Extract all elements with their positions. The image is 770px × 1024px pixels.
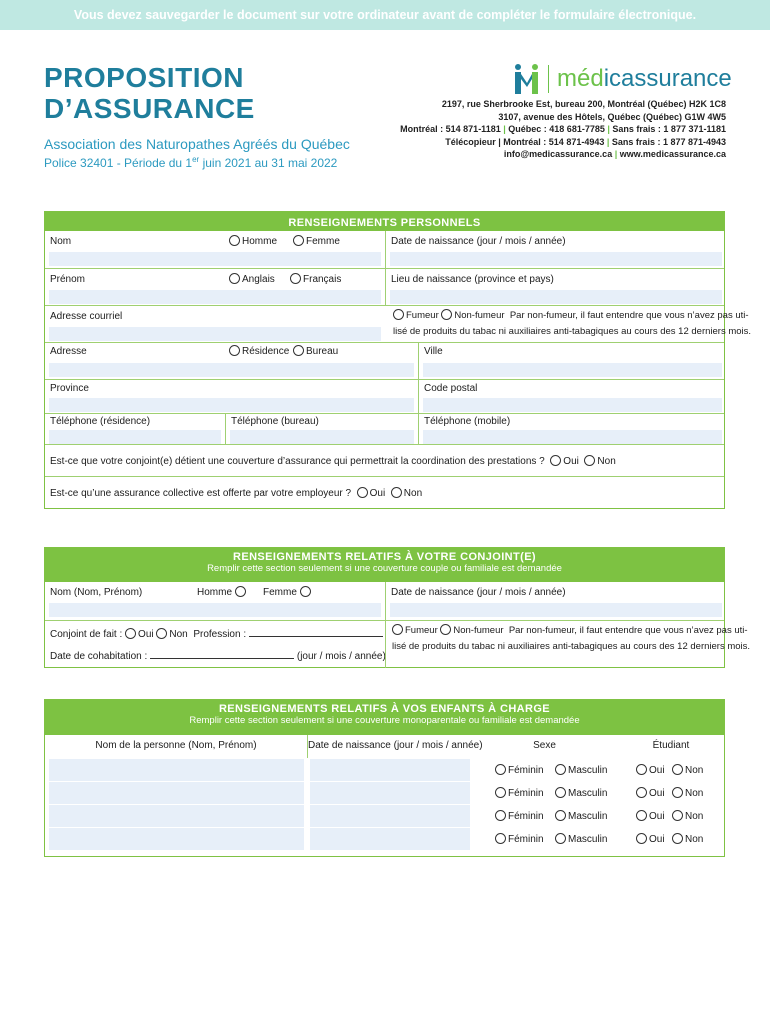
policy-prefix: Police 32401 - Période du 1 — [44, 156, 193, 170]
radio-circle-icon[interactable] — [495, 764, 506, 775]
fumeur-note-2: lisé de produits du tabac ni auxiliaires anti-tabagiques au cours des 12 derniers mois. — [392, 641, 751, 652]
prenom-input[interactable] — [49, 290, 381, 304]
label-francais: Français — [303, 274, 342, 285]
label-oui: Oui — [649, 788, 665, 799]
section-subheading: Remplir cette section seulement si une couverture monoparentale ou familiale est demandée — [189, 715, 580, 726]
row-province — [45, 379, 724, 413]
child-radio-oui[interactable] — [636, 810, 665, 822]
label-homme: Homme — [242, 236, 278, 247]
label-feminin: Féminin — [508, 811, 544, 822]
label-anglais: Anglais — [242, 274, 275, 285]
label-nom: Nom — [50, 236, 72, 247]
col-header-sexe — [473, 735, 616, 758]
personal-info-section — [44, 211, 752, 509]
contact-address-2: 3107, avenue des Hôtels, Québec (Québec) G1W 4W5 — [498, 111, 726, 122]
cell-spouse-dob — [385, 582, 726, 620]
child-radio-oui[interactable] — [636, 787, 665, 799]
spouse-conjoint-fait — [50, 627, 383, 640]
contact-web: info@medicassurance.ca | www.medicassurance.ca — [503, 149, 726, 160]
radio-circle-icon[interactable] — [555, 764, 566, 775]
radio-circle-icon[interactable] — [555, 833, 566, 844]
radio-residence[interactable] — [229, 345, 289, 357]
label-conjoint-fait: Conjoint de fait : — [50, 629, 123, 640]
q2-radio-non[interactable] — [391, 488, 422, 499]
q2-text: Est-ce qu’une assurance collective est offerte par votre employeur ? — [50, 488, 352, 499]
spouse-radio-non[interactable] — [156, 629, 187, 640]
row-courriel — [45, 305, 752, 342]
cell-dob — [385, 231, 726, 268]
label-femme: Femme — [263, 587, 297, 598]
label-non: Non — [403, 488, 423, 499]
label-residence: Résidence — [242, 346, 290, 357]
cell-adresse — [45, 343, 418, 379]
dob-input[interactable] — [390, 252, 722, 266]
spouse-cohabitation — [50, 649, 386, 662]
label-prenom: Prénom — [50, 274, 86, 285]
logo-wordmark — [557, 65, 732, 93]
province-input[interactable] — [49, 398, 414, 412]
col-header-dob — [307, 735, 483, 758]
child-radio-non[interactable] — [672, 764, 703, 776]
label-non: Non — [169, 629, 188, 640]
radio-circle-icon[interactable] — [672, 787, 683, 798]
radio-non-fumeur[interactable] — [441, 310, 504, 321]
child-radio-oui[interactable] — [636, 833, 665, 845]
radio-fumeur[interactable] — [393, 310, 439, 321]
tel-res-input[interactable] — [49, 430, 221, 444]
row-telephones — [45, 413, 724, 444]
child-nom-input[interactable] — [49, 759, 304, 781]
question-coordination — [50, 455, 616, 467]
label-femme: Femme — [306, 236, 340, 247]
contact-email-link[interactable]: info@medicassurance.ca — [503, 149, 613, 160]
cell-code-postal — [418, 380, 726, 413]
spouse-info-section — [44, 547, 751, 668]
radio-circle-icon[interactable] — [441, 309, 452, 320]
logo-rest: icassurance — [603, 65, 732, 92]
cell-ville — [418, 343, 726, 379]
question-collective — [50, 487, 422, 499]
child-row — [45, 782, 724, 805]
cell-tel-bur — [225, 414, 418, 444]
cell-province — [45, 380, 418, 413]
label-non-fumeur: Non-fumeur — [454, 310, 505, 321]
row-question-coordination — [45, 444, 724, 476]
label-tel-bur: Téléphone (bureau) — [231, 416, 319, 427]
radio-circle-icon[interactable] — [672, 810, 683, 821]
child-row — [45, 828, 724, 851]
col-header-etudiant — [616, 735, 726, 758]
radio-bureau[interactable] — [293, 345, 338, 357]
label-masculin: Masculin — [568, 834, 608, 845]
radio-circle-icon[interactable] — [125, 628, 136, 639]
policy-period — [44, 155, 337, 170]
cell-spouse-nom — [45, 582, 385, 620]
child-radio-non[interactable] — [672, 833, 703, 845]
label-cohabitation: Date de cohabitation : — [50, 651, 148, 662]
cell-nom — [45, 231, 385, 268]
label-non-fumeur: Non-fumeur — [453, 625, 504, 636]
radio-femme[interactable] — [293, 235, 340, 247]
label-feminin: Féminin — [508, 765, 544, 776]
child-radio-feminin[interactable] — [495, 787, 544, 799]
title-line-2: D’ASSURANCE — [44, 93, 255, 124]
child-dob-input[interactable] — [310, 828, 470, 850]
spouse-radio-fumeur[interactable] — [392, 625, 438, 636]
adresse-input[interactable] — [49, 363, 414, 377]
contact-phones: Montréal : 514 871-1181 | Québec : 418 681-7785 | Sans frais : 1 877 371-1181 — [400, 124, 726, 135]
spouse-radio-non-fumeur[interactable] — [440, 625, 503, 636]
profession-input[interactable] — [249, 627, 383, 637]
spouse-radio-femme[interactable] — [263, 586, 313, 598]
label-fumeur: Fumeur — [406, 310, 439, 321]
radio-circle-icon[interactable] — [440, 624, 451, 635]
association-name: Association des Naturopathes Agréés du Québec — [44, 136, 350, 152]
label-col-sexe: Sexe — [533, 740, 556, 751]
medicassurance-logo — [512, 62, 732, 96]
label-col-etudiant: Étudiant — [652, 740, 690, 751]
label-feminin: Féminin — [508, 788, 544, 799]
contact-address-1: 2197, rue Sherbrooke Est, bureau 200, Montréal (Québec) H2K 1C8 — [441, 99, 726, 109]
phone-montreal: Montréal : 514 871-1181 — [400, 124, 501, 135]
row-spouse-details — [45, 620, 751, 668]
child-row — [45, 805, 724, 828]
page-title — [44, 62, 255, 124]
radio-circle-icon[interactable] — [495, 810, 506, 821]
cohabitation-input[interactable] — [150, 649, 294, 659]
child-dob-input[interactable] — [310, 782, 470, 804]
children-table-header — [45, 735, 724, 758]
radio-circle-icon[interactable] — [293, 345, 304, 356]
radio-circle-icon[interactable] — [293, 235, 304, 246]
cell-spouse-fumeur — [385, 621, 751, 668]
label-fumeur: Fumeur — [405, 625, 438, 636]
col-header-nom — [45, 735, 307, 758]
policy-suffix: juin 2021 au 31 mai 2022 — [199, 156, 338, 170]
fumeur-note-1: Par non-fumeur, il faut entendre que vous n’avez pas uti- — [509, 310, 749, 321]
label-non: Non — [685, 811, 704, 822]
radio-circle-icon[interactable] — [392, 624, 403, 635]
label-adresse: Adresse — [50, 346, 87, 357]
label-masculin: Masculin — [568, 811, 608, 822]
child-nom-input[interactable] — [49, 805, 304, 827]
child-radio-non[interactable] — [672, 787, 703, 799]
logo-separator — [548, 65, 549, 93]
radio-circle-icon[interactable] — [229, 273, 240, 284]
tel-bur-input[interactable] — [230, 430, 414, 444]
cell-tel-res — [45, 414, 225, 444]
child-radio-feminin[interactable] — [495, 764, 544, 776]
label-dob: Date de naissance (jour / mois / année) — [391, 236, 566, 247]
label-lieu: Lieu de naissance (province et pays) — [391, 274, 554, 285]
label-homme: Homme — [197, 587, 233, 598]
child-nom-input[interactable] — [49, 782, 304, 804]
child-nom-input[interactable] — [49, 828, 304, 850]
label-masculin: Masculin — [568, 765, 608, 776]
label-oui: Oui — [649, 765, 665, 776]
section-heading: RENSEIGNEMENTS RELATIFS À VOTRE CONJOINT(E) — [232, 551, 536, 563]
label-profession: Profession : — [193, 629, 247, 640]
ville-input[interactable] — [423, 363, 722, 377]
row-spouse-nom — [45, 582, 724, 620]
child-radio-feminin[interactable] — [495, 810, 544, 822]
section-heading: RENSEIGNEMENTS PERSONNELS — [288, 217, 481, 229]
radio-circle-icon[interactable] — [495, 833, 506, 844]
label-non: Non — [597, 456, 616, 467]
nom-input[interactable] — [49, 252, 381, 266]
label-spouse-nom: Nom (Nom, Prénom) — [50, 587, 143, 598]
label-feminin: Féminin — [508, 834, 544, 845]
label-col-dob: Date de naissance (jour / mois / année) — [308, 740, 483, 751]
contact-fax: Télécopieur | Montréal : 514 871-4943 | Sans frais : 1 877 871-4943 — [445, 136, 726, 147]
contact-block — [400, 98, 726, 161]
cell-courriel — [45, 306, 385, 342]
label-oui: Oui — [649, 811, 665, 822]
child-radio-masculin[interactable] — [555, 833, 607, 845]
tel-mob-input[interactable] — [423, 430, 722, 444]
logo-icon — [512, 63, 542, 95]
cell-fumeur — [385, 306, 752, 342]
radio-circle-icon[interactable] — [156, 628, 167, 639]
label-bureau: Bureau — [306, 346, 339, 357]
phone-quebec: Québec : 418 681-7785 — [508, 124, 605, 135]
radio-anglais[interactable] — [229, 273, 275, 285]
children-info-section — [44, 699, 725, 857]
label-spouse-dob: Date de naissance (jour / mois / année) — [391, 587, 566, 598]
radio-circle-icon[interactable] — [672, 833, 683, 844]
spouse-radio-homme[interactable] — [197, 586, 248, 598]
logo-accent: méd — [557, 65, 604, 92]
fax-montreal: Télécopieur | Montréal : 514 871-4943 — [445, 136, 605, 147]
radio-circle-icon[interactable] — [495, 787, 506, 798]
spouse-info-header — [45, 548, 724, 582]
radio-circle-icon[interactable] — [555, 810, 566, 821]
radio-circle-icon[interactable] — [672, 764, 683, 775]
q2-radio-oui[interactable] — [357, 488, 386, 499]
row-question-collective — [45, 476, 724, 509]
radio-circle-icon[interactable] — [357, 487, 368, 498]
save-warning-banner: Vous devez sauvegarder le document sur votre ordinateur avant de compléter le formulaire électronique. — [0, 0, 770, 30]
q1-text: Est-ce que votre conjoint(e) détient une couverture d’assurance qui permettrait la coordination des prestations ? — [50, 456, 545, 467]
label-col-nom: Nom de la personne (Nom, Prénom) — [95, 740, 257, 751]
child-dob-input[interactable] — [310, 805, 470, 827]
lieu-input[interactable] — [390, 290, 722, 304]
radio-homme[interactable] — [229, 235, 277, 247]
child-row — [45, 759, 724, 782]
children-info-header — [45, 700, 724, 735]
row-nom — [45, 231, 724, 268]
courriel-input[interactable] — [49, 327, 381, 341]
label-province: Province — [50, 383, 89, 394]
spouse-nom-input[interactable] — [49, 603, 381, 617]
child-radio-oui[interactable] — [636, 764, 665, 776]
q1-radio-non[interactable] — [584, 456, 615, 467]
label-oui: Oui — [138, 629, 154, 640]
label-code-postal: Code postal — [424, 383, 478, 394]
child-radio-masculin[interactable] — [555, 764, 607, 776]
spouse-radio-oui[interactable] — [125, 629, 154, 640]
label-courriel: Adresse courriel — [50, 311, 123, 322]
row-adresse — [45, 342, 724, 379]
spouse-fumeur-line-1 — [392, 623, 748, 639]
label-non: Non — [685, 765, 704, 776]
policy-sup: er — [192, 155, 200, 164]
radio-circle-icon[interactable] — [636, 810, 647, 821]
fumeur-note-1: Par non-fumeur, il faut entendre que vous n’avez pas uti- — [508, 625, 748, 636]
cell-tel-mob — [418, 414, 726, 444]
radio-circle-icon[interactable] — [636, 764, 647, 775]
label-tel-mob: Téléphone (mobile) — [424, 416, 511, 427]
child-radio-masculin[interactable] — [555, 787, 607, 799]
label-tel-res: Téléphone (résidence) — [50, 416, 151, 427]
label-oui: Oui — [563, 456, 579, 467]
radio-circle-icon[interactable] — [300, 586, 311, 597]
radio-circle-icon[interactable] — [636, 833, 647, 844]
spouse-dob-input[interactable] — [390, 603, 722, 617]
radio-circle-icon[interactable] — [550, 455, 561, 466]
section-subheading: Remplir cette section seulement si une couverture couple ou familiale est demandée — [207, 563, 562, 574]
label-ville: Ville — [424, 346, 443, 357]
radio-francais[interactable] — [290, 273, 341, 285]
radio-circle-icon[interactable] — [290, 273, 301, 284]
radio-circle-icon[interactable] — [229, 235, 240, 246]
fumeur-line-1 — [393, 308, 749, 324]
personal-info-header — [45, 212, 724, 231]
child-dob-input[interactable] — [310, 759, 470, 781]
phone-tollfree: Sans frais : 1 877 371-1181 — [612, 124, 726, 135]
radio-circle-icon[interactable] — [555, 787, 566, 798]
radio-circle-icon[interactable] — [393, 309, 404, 320]
q1-radio-oui[interactable] — [550, 456, 579, 467]
label-non: Non — [685, 788, 704, 799]
row-prenom — [45, 268, 724, 305]
radio-circle-icon[interactable] — [584, 455, 595, 466]
label-non: Non — [685, 834, 704, 845]
radio-circle-icon[interactable] — [636, 787, 647, 798]
radio-circle-icon[interactable] — [229, 345, 240, 356]
label-masculin: Masculin — [568, 788, 608, 799]
child-radio-masculin[interactable] — [555, 810, 607, 822]
radio-circle-icon[interactable] — [235, 586, 246, 597]
fax-tollfree: Sans frais : 1 877 871-4943 — [611, 136, 726, 147]
cell-prenom — [45, 269, 385, 305]
child-radio-feminin[interactable] — [495, 833, 544, 845]
child-radio-non[interactable] — [672, 810, 703, 822]
fumeur-note-2: lisé de produits du tabac ni auxiliaires anti-tabagiques au cours des 12 derniers mois. — [393, 326, 752, 337]
contact-website-link[interactable]: www.medicassurance.ca — [619, 149, 726, 160]
section-heading: RENSEIGNEMENTS RELATIFS À VOS ENFANTS À CHARGE — [218, 703, 551, 715]
cell-spouse-details — [45, 621, 385, 668]
label-oui: Oui — [369, 488, 386, 499]
radio-circle-icon[interactable] — [391, 487, 402, 498]
label-oui: Oui — [649, 834, 665, 845]
cell-lieu — [385, 269, 726, 305]
label-cohab-format: (jour / mois / année) — [296, 651, 386, 662]
code-postal-input[interactable] — [423, 398, 722, 412]
title-line-1: PROPOSITION — [44, 62, 244, 93]
